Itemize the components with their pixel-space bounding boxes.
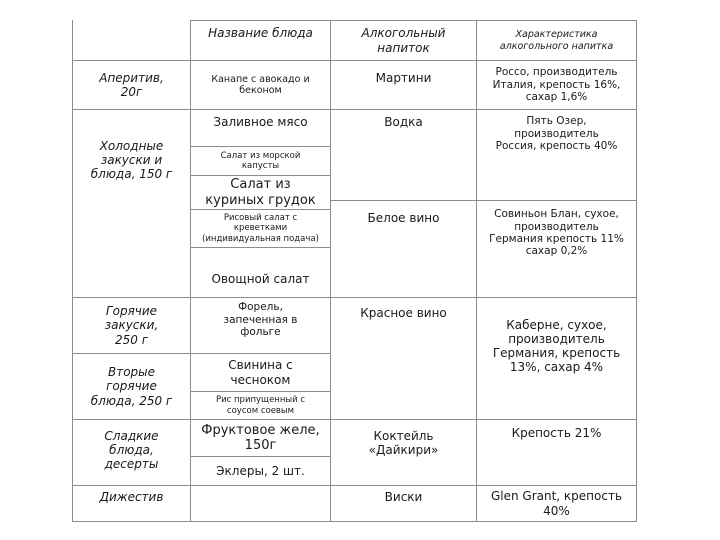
header-drink: Алкогольный напиток bbox=[361, 26, 446, 55]
char-cocktail: Крепость 21% bbox=[511, 425, 602, 440]
dish-vegetable: Овощной салат bbox=[211, 271, 310, 286]
drink-white-wine: Белое вино bbox=[367, 210, 440, 225]
dish-seaweed: Салат из морской капусты bbox=[220, 150, 301, 171]
course-second: Вторые горячие блюда, 250 г bbox=[90, 365, 173, 408]
header-characteristic: Характеристика алкогольного напитка bbox=[499, 29, 614, 52]
drink-vodka: Водка bbox=[384, 114, 423, 129]
course-cold: Холодные закуски и блюда, 150 г bbox=[90, 138, 173, 182]
rule-ricesalad-bottom bbox=[190, 247, 330, 248]
dish-pork: Свинина с чесноком bbox=[228, 358, 293, 387]
drink-red-wine: Красное вино bbox=[360, 305, 447, 320]
dish-jelly: Фруктовое желе, 150г bbox=[201, 422, 320, 453]
dish-canape: Канапе с авокадо и беконом bbox=[211, 73, 310, 96]
char-white-wine: Совиньон Блан, сухое, производитель Германия крепость 11% сахар 0,2% bbox=[489, 208, 624, 258]
course-hot: Горячие закуски, 250 г bbox=[104, 304, 159, 347]
char-red-wine: Каберне, сухое, производитель Германия, крепость 13%, сахар 4% bbox=[492, 317, 621, 375]
dish-rice: Рис припущенный с соусом соевым bbox=[215, 395, 306, 416]
course-aperitif: Аперитив, 20г bbox=[99, 70, 164, 99]
header-dish: Название блюда bbox=[208, 25, 313, 40]
dish-trout: Форель, запеченная в фольге bbox=[223, 301, 298, 339]
course-dessert: Сладкие блюда, десерты bbox=[104, 428, 159, 472]
course-digestif: Дижестив bbox=[99, 489, 164, 504]
dish-rice-salad: Рисовый салат с креветками (индивидуальная подача) bbox=[202, 213, 319, 244]
char-vodka: Пять Озер, производитель Россия, крепость 40% bbox=[495, 115, 618, 153]
char-whisky: Glen Grant, крепость 40% bbox=[490, 489, 623, 518]
dish-chicken: Салат из куриных грудок bbox=[205, 177, 316, 208]
char-martini: Россо, производитель Италия, крепость 16%, сахар 1,6% bbox=[492, 66, 621, 104]
dish-eclairs: Эклеры, 2 шт. bbox=[216, 463, 305, 478]
drink-whisky: Виски bbox=[384, 489, 423, 504]
table-border-right bbox=[636, 20, 637, 522]
drink-martini: Мартини bbox=[375, 70, 432, 85]
dish-jellied: Заливное мясо bbox=[213, 114, 308, 129]
table-border-bottom bbox=[72, 521, 637, 522]
drink-cocktail: Коктейль «Дайкири» bbox=[368, 428, 439, 457]
